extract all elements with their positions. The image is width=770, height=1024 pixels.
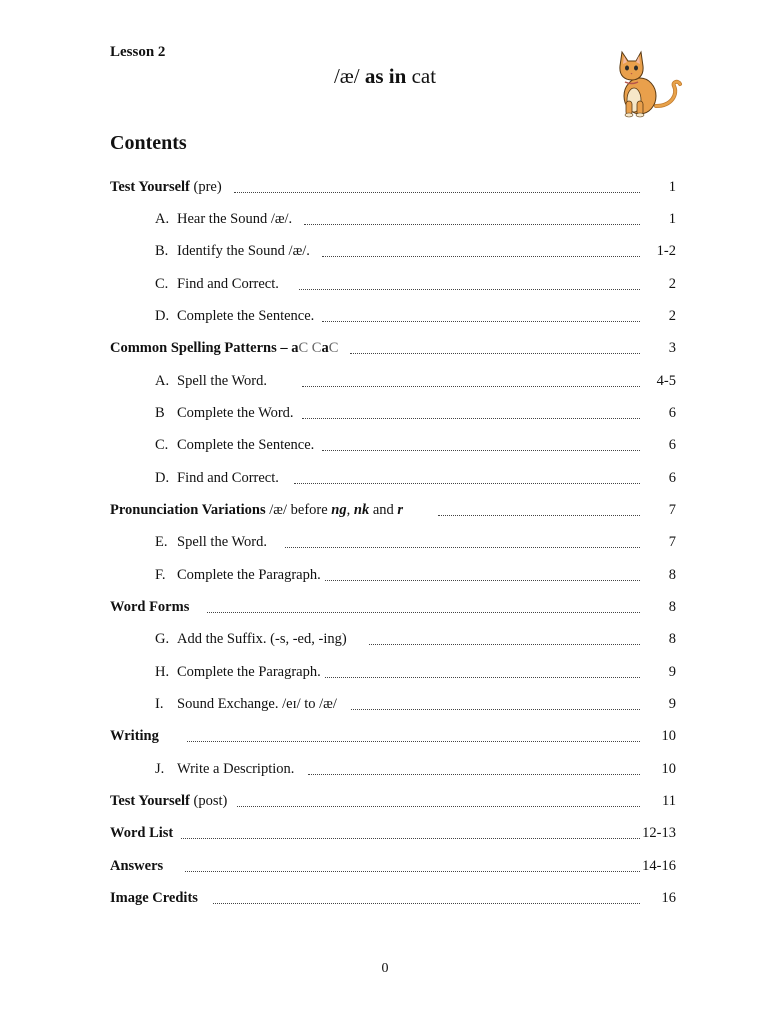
toc-label-bold: Word Forms [110, 599, 190, 615]
toc-letter: G. [155, 631, 170, 647]
toc-page-number: 1 [668, 211, 676, 227]
toc-r: r [397, 502, 404, 518]
toc-row[interactable] [0, 534, 770, 554]
toc-label [177, 405, 294, 422]
toc-label [177, 211, 292, 228]
toc-row[interactable] [0, 664, 770, 684]
toc-label-text: Find and Correct. [177, 276, 279, 292]
toc-page-number: 4-5 [656, 373, 676, 389]
toc-page-number: 1 [668, 179, 676, 195]
toc-label [177, 534, 267, 551]
toc-label-text: Complete the Word. [177, 405, 294, 421]
toc-label-bold: Pronunciation Variations [110, 502, 266, 518]
toc-row[interactable] [0, 858, 770, 878]
toc-leader-dots [213, 903, 640, 904]
toc-leader-dots [438, 515, 640, 516]
toc-leader-dots [325, 580, 640, 581]
toc-label [110, 825, 173, 842]
toc-label-bold: Word List [110, 825, 174, 841]
toc-leader-dots [185, 871, 640, 872]
toc-leader-dots [294, 483, 640, 484]
toc-leader-dots [350, 353, 640, 354]
toc-leader-dots [322, 256, 640, 257]
toc-page-number: 2 [668, 308, 676, 324]
toc-label-text: Complete the Paragraph. [177, 567, 321, 583]
toc-label-bold: Test Yourself [110, 179, 190, 195]
toc-page-number: 10 [661, 728, 676, 744]
toc-label [110, 502, 403, 519]
toc-page-number: 12-13 [642, 825, 676, 841]
toc-label-text: Complete the Sentence. [177, 437, 315, 453]
toc-label [177, 243, 310, 260]
toc-page-number: 14-16 [642, 858, 676, 874]
toc-leader-dots [322, 450, 640, 451]
toc-label [177, 696, 337, 713]
toc-page-number: 6 [668, 405, 676, 421]
toc-label [110, 728, 159, 745]
toc-page-number: 9 [668, 696, 676, 712]
toc-letter: B [155, 405, 165, 421]
toc-row[interactable] [0, 567, 770, 587]
toc-pattern: C C [298, 340, 322, 356]
toc-letter: D. [155, 470, 170, 486]
toc-letter: F. [155, 567, 166, 583]
toc-label [177, 373, 267, 390]
toc-letter: J. [155, 761, 165, 777]
toc-row[interactable] [0, 437, 770, 457]
contents-heading: Contents [110, 132, 187, 154]
toc-page-number: 3 [668, 340, 676, 356]
title-ipa: /æ/ [333, 64, 360, 88]
toc-page-number: 7 [668, 502, 676, 518]
toc-page-number: 11 [662, 793, 676, 809]
toc-label-bold: Image Credits [110, 890, 198, 906]
toc-page-number: 8 [668, 567, 676, 583]
toc-row[interactable] [0, 179, 770, 199]
toc-page-number: 7 [668, 534, 676, 550]
lesson-label: Lesson 2 [110, 44, 166, 60]
toc-nk: nk [353, 502, 370, 518]
toc-label-rest: (post) [189, 793, 228, 809]
toc-page-number: 16 [661, 890, 676, 906]
toc-label [177, 761, 294, 778]
toc-label [110, 858, 163, 875]
toc-label [177, 567, 321, 584]
toc-page-number: 8 [668, 631, 676, 647]
toc-label-text: Write a Description. [177, 761, 295, 777]
toc-label [177, 631, 347, 648]
toc-row[interactable] [0, 211, 770, 231]
toc-row[interactable] [0, 373, 770, 393]
toc-label [110, 793, 227, 810]
toc-row[interactable] [0, 696, 770, 716]
toc-label-text: Spell the Word. [177, 534, 267, 550]
toc-label-text: Spell the Word. [177, 373, 267, 389]
page-number: 0 [381, 961, 389, 976]
toc-and: and [369, 502, 398, 518]
toc-leader-dots [308, 774, 640, 775]
toc-row[interactable] [0, 243, 770, 263]
toc-letter: E. [155, 534, 168, 550]
toc-comma: , [346, 502, 354, 518]
toc-leader-dots [302, 418, 640, 419]
toc-leader-dots [187, 741, 640, 742]
toc-row[interactable] [0, 308, 770, 328]
toc-row[interactable] [0, 761, 770, 781]
toc-leader-dots [234, 192, 640, 193]
toc-ng: ng [331, 502, 347, 518]
toc-row[interactable] [0, 793, 770, 813]
toc-label [110, 599, 189, 616]
toc-label [177, 470, 279, 487]
title-mid: as in [364, 64, 407, 88]
toc-leader-dots [302, 386, 640, 387]
toc-label [110, 890, 198, 907]
toc-row[interactable] [0, 631, 770, 651]
toc-row[interactable] [0, 890, 770, 910]
toc-label-bold: Common Spelling Patterns – a [110, 340, 299, 356]
toc-letter: I. [155, 696, 164, 712]
toc-label-text: Complete the Sentence. [177, 308, 315, 324]
toc-leader-dots [299, 289, 640, 290]
toc-letter: D. [155, 308, 170, 324]
toc-label-rest: /æ/ before [265, 502, 332, 518]
toc-letter: H. [155, 664, 170, 680]
toc-leader-dots [351, 709, 640, 710]
toc-label-rest: (pre) [189, 179, 222, 195]
toc-label-text: Sound Exchange. /eɪ/ to /æ/ [177, 696, 337, 712]
toc-label-bold: Test Yourself [110, 793, 190, 809]
toc-leader-dots [304, 224, 640, 225]
toc-leader-dots [207, 612, 640, 613]
toc-label [110, 340, 338, 357]
toc-label [177, 437, 314, 454]
toc-page-number: 6 [668, 437, 676, 453]
toc-row[interactable] [0, 470, 770, 490]
toc-label-text: Find and Correct. [177, 470, 279, 486]
toc-letter: C. [155, 276, 169, 292]
toc-pattern-end: C [328, 340, 339, 356]
toc-label [110, 179, 222, 196]
toc-pattern-vowel: a [321, 340, 329, 356]
toc-row[interactable] [0, 728, 770, 748]
toc-row[interactable] [0, 825, 770, 845]
toc-label-text: Add the Suffix. (-s, -ed, -ing) [177, 631, 347, 647]
toc-letter: A. [155, 373, 170, 389]
toc-page-number: 6 [668, 470, 676, 486]
toc-label-bold: Answers [110, 858, 164, 874]
toc-letter: C. [155, 437, 169, 453]
toc-row[interactable] [0, 340, 770, 360]
toc-leader-dots [325, 677, 640, 678]
toc-leader-dots [369, 644, 640, 645]
toc-label [177, 664, 321, 681]
toc-row[interactable] [0, 276, 770, 296]
toc-leader-dots [237, 806, 640, 807]
toc-row[interactable] [0, 405, 770, 425]
toc-label-bold: Writing [110, 728, 159, 744]
toc-page-number: 8 [668, 599, 676, 615]
toc-leader-dots [181, 838, 640, 839]
toc-label [177, 276, 279, 293]
toc-label [177, 308, 314, 325]
toc-letter: A. [155, 211, 170, 227]
toc-row[interactable] [0, 502, 770, 522]
toc-label-text: Complete the Paragraph. [177, 664, 321, 680]
toc-page-number: 9 [668, 664, 676, 680]
toc-label-text: Identify the Sound /æ/. [177, 243, 310, 259]
toc-leader-dots [285, 547, 640, 548]
toc-page-number: 1-2 [656, 243, 676, 259]
toc-letter: B. [155, 243, 169, 259]
toc-page-number: 10 [661, 761, 676, 777]
title-word: cat [411, 64, 437, 88]
toc-label-text: Hear the Sound /æ/. [177, 211, 293, 227]
toc-leader-dots [322, 321, 640, 322]
toc-page-number: 2 [668, 276, 676, 292]
toc-row[interactable] [0, 599, 770, 619]
